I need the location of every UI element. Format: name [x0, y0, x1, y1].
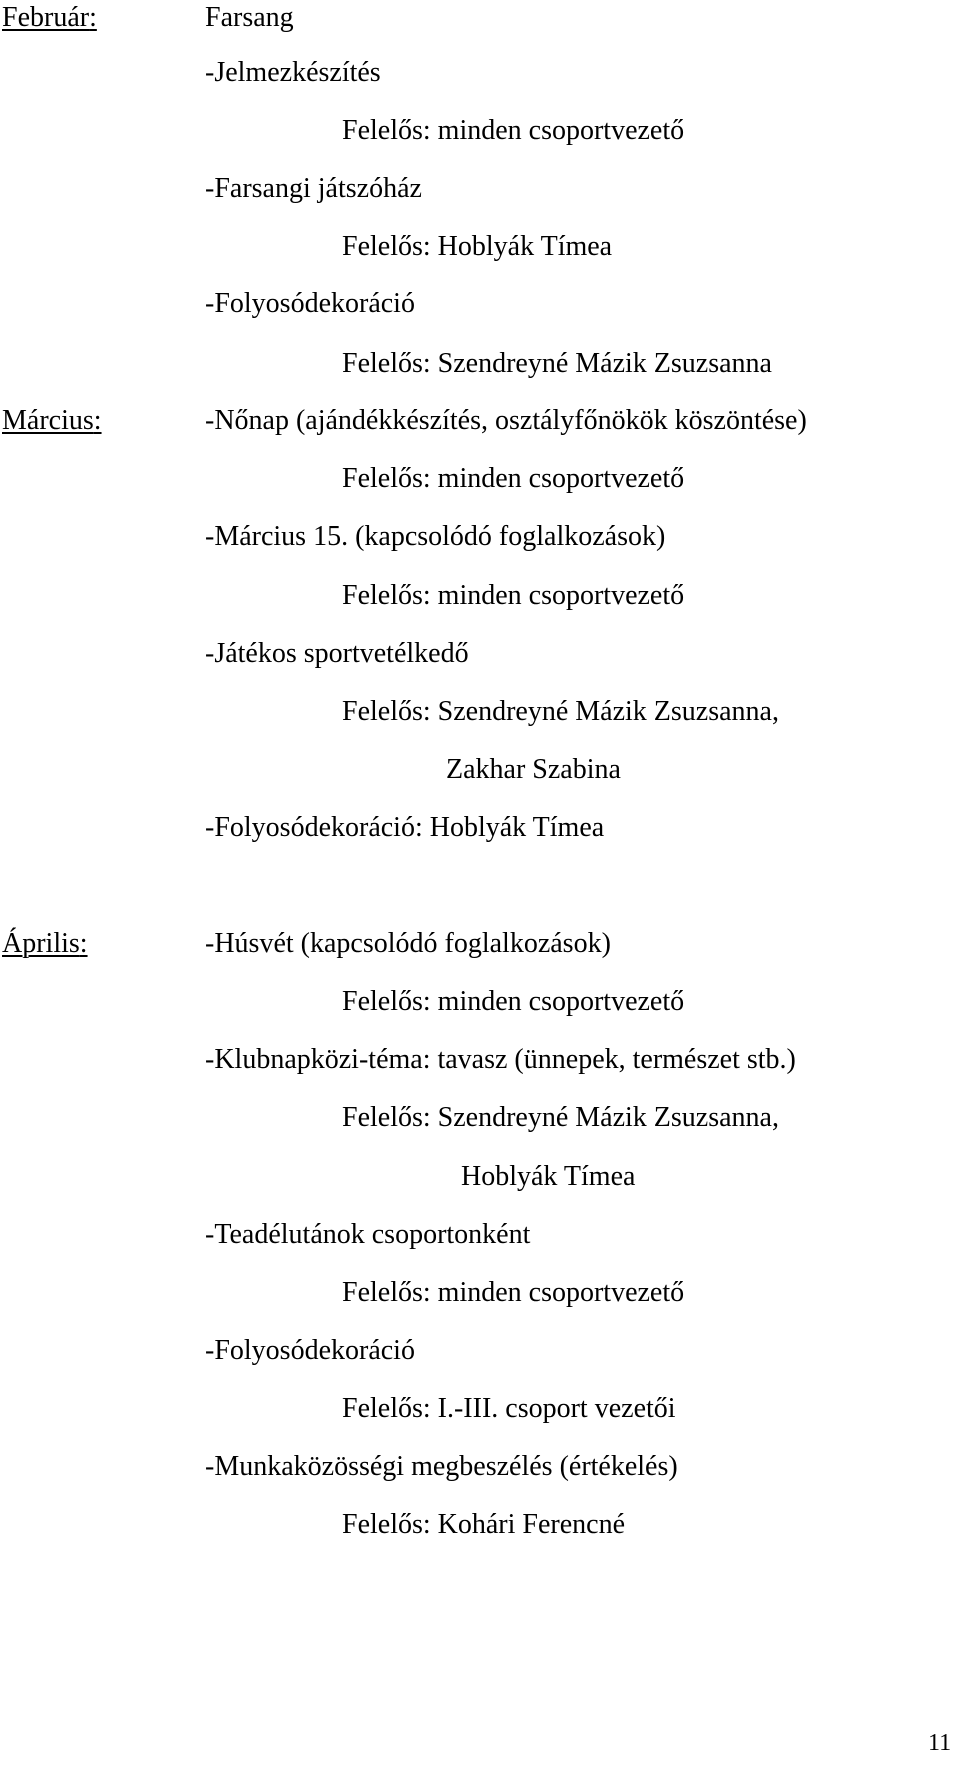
month-colon: : — [89, 2, 97, 33]
month-name: Április — [2, 928, 80, 959]
event-item: -Játékos sportvetélkedő — [205, 638, 469, 669]
page-number: 11 — [928, 1730, 952, 1756]
event-item: -Folyosódekoráció — [205, 288, 415, 319]
event-item: -Munkaközösségi megbeszélés (értékelés) — [205, 1451, 678, 1482]
event-item: -Klubnapközi-téma: tavasz (ünnepek, természet stb.) — [205, 1044, 796, 1075]
event-item: -Jelmezkészítés — [205, 57, 381, 88]
event-item: -Folyosódekoráció — [205, 1335, 415, 1366]
responsible-line: Felelős: minden csoportvezető — [342, 1277, 685, 1308]
responsible-line: Felelős: minden csoportvezető — [342, 463, 685, 494]
month-label-aprilis — [2, 927, 88, 961]
responsible-line: Felelős: minden csoportvezető — [342, 115, 685, 146]
event-item: -Húsvét (kapcsolódó foglalkozások) — [205, 928, 611, 959]
event-item: -Folyosódekoráció: Hoblyák Tímea — [205, 812, 605, 843]
responsible-line: Felelős: Szendreyné Mázik Zsuzsanna, — [342, 1102, 779, 1133]
responsible-line: Felelős: Szendreyné Mázik Zsuzsanna — [342, 348, 772, 379]
event-item: -Teadélutánok csoportonként — [205, 1219, 531, 1250]
responsible-line: Felelős: minden csoportvezető — [342, 580, 685, 611]
month-label-marcius — [2, 404, 102, 438]
month-colon: : — [79, 928, 88, 959]
event-title: Farsang — [205, 2, 294, 33]
responsible-line: Felelős: minden csoportvezető — [342, 986, 685, 1017]
month-name: Március — [2, 405, 94, 436]
event-item: -Nőnap (ajándékkészítés, osztályfőnökök köszöntése) — [205, 405, 807, 436]
month-colon: : — [93, 405, 102, 436]
responsible-line: Felelős: Hoblyák Tímea — [342, 231, 613, 262]
responsible-line-continued: Zakhar Szabina — [446, 754, 621, 785]
responsible-line: Felelős: Szendreyné Mázik Zsuzsanna, — [342, 696, 779, 727]
responsible-line-continued: Hoblyák Tímea — [461, 1161, 636, 1192]
event-item: -Március 15. (kapcsolódó foglalkozások) — [205, 521, 666, 552]
month-name: Február — [2, 2, 90, 33]
month-label-februar — [2, 1, 97, 35]
responsible-line: Felelős: Kohári Ferencné — [342, 1509, 626, 1540]
event-item: -Farsangi játszóház — [205, 173, 422, 204]
responsible-line: Felelős: I.-III. csoport vezetői — [342, 1393, 676, 1424]
